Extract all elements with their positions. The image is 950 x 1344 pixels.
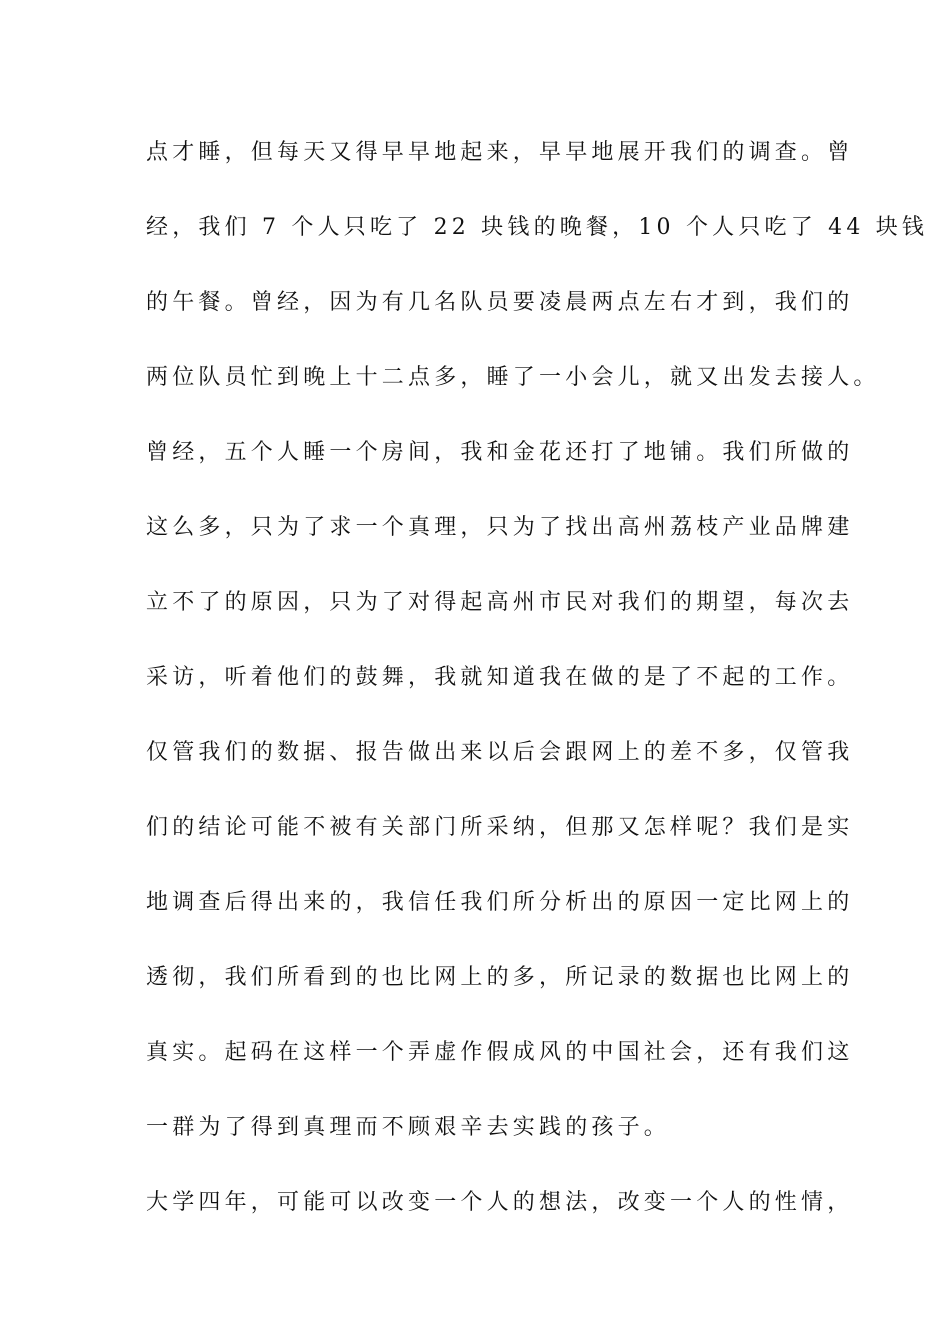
text-line-6: 这么多，只为了求一个真理，只为了找出高州荔枝产业品牌建 [146, 515, 854, 540]
text-line-2: 经，我们 7 个人只吃了 22 块钱的晚餐，10 个人只吃了 44 块钱 [146, 215, 929, 240]
text-line-14: 一群为了得到真理而不顾艰辛去实践的孩子。 [146, 1115, 671, 1140]
text-line-15: 大学四年，可能可以改变一个人的想法，改变一个人的性情， [146, 1190, 854, 1215]
text-line-11: 地调查后得出来的，我信任我们所分析出的原因一定比网上的 [146, 890, 854, 915]
text-line-5: 曾经，五个人睡一个房间，我和金花还打了地铺。我们所做的 [146, 440, 854, 465]
text-line-9: 仅管我们的数据、报告做出来以后会跟网上的差不多，仅管我 [146, 740, 854, 765]
text-line-8: 采访，听着他们的鼓舞，我就知道我在做的是了不起的工作。 [146, 665, 854, 690]
text-line-1: 点才睡，但每天又得早早地起来，早早地展开我们的调查。曾 [146, 140, 854, 165]
text-line-3: 的午餐。曾经，因为有几名队员要凌晨两点左右才到，我们的 [146, 290, 854, 315]
text-line-7: 立不了的原因，只为了对得起高州市民对我们的期望，每次去 [146, 590, 854, 615]
text-line-10: 们的结论可能不被有关部门所采纳，但那又怎样呢？我们是实 [146, 815, 854, 840]
text-line-4: 两位队员忙到晚上十二点多，睡了一小会儿，就又出发去接人。 [146, 365, 880, 390]
text-line-12: 透彻，我们所看到的也比网上的多，所记录的数据也比网上的 [146, 965, 854, 990]
body-text [146, 128, 929, 1253]
text-line-13: 真实。起码在这样一个弄虚作假成风的中国社会，还有我们这 [146, 1040, 854, 1065]
